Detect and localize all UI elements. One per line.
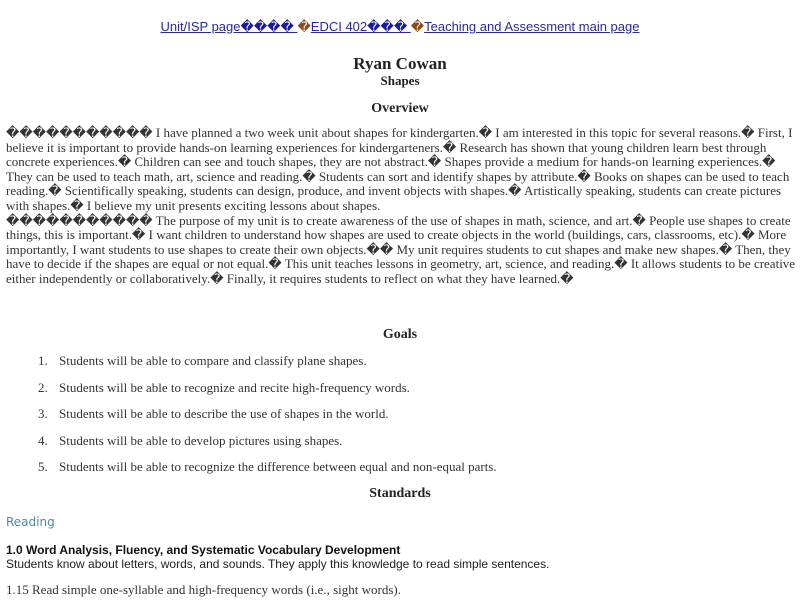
encoding-glyphs: ���: [367, 19, 411, 34]
overview-paragraph: ����������� I have planned a two week unit about shapes for kindergarten.� I am interested in this topic for several reasons.� First, I believe it is important to provide hands-on learning experiences for kindergarteners.� Research has shown that young children learn best through concrete experiences.� Children can see and touch shapes, they are not abstract.� Shapes provide a medium for hands-on learning experiences.� They can be used to teach math, art, science and reading.� Students can sort and identify shapes by attribute.� Books on shapes can be used to teach reading.� Scientifically speaking, students can design, produce, and invent objects with shapes.� Artistically speaking, students can create pictures with shapes.� I believe my unit presents exciting lessons about shapes.: [6, 125, 793, 213]
overview-text: [6, 126, 796, 287]
edci-402-link[interactable]: [311, 19, 411, 34]
separator: �: [297, 19, 311, 34]
teaching-assessment-link[interactable]: Teaching and Assessment main page: [424, 19, 640, 34]
overview-heading: Overview: [371, 101, 429, 116]
goal-item: 1. Students will be able to compare and classify plane shapes.: [51, 353, 497, 380]
goals-heading: Goals: [382, 327, 418, 342]
goals-list: [0, 353, 497, 486]
link-text: EDCI 402: [310, 19, 368, 34]
goal-item: 2. Students will be able to recognize and recite high-frequency words.: [51, 380, 497, 407]
standards-heading: Standards: [369, 486, 431, 501]
standard-section-description: Students know about letters, words, and sounds. They apply this knowledge to read simple sentences.: [6, 557, 550, 571]
goal-item: 3. Students will be able to describe the use of shapes in the world.: [51, 406, 497, 433]
goal-item: 5. Students will be able to recognize the difference between equal and non-equal parts.: [51, 459, 497, 486]
link-text: Unit/ISP page: [160, 19, 241, 34]
author-name: Ryan Cowan: [353, 54, 447, 73]
unit-isp-page-link[interactable]: [161, 19, 298, 34]
top-navigation: [0, 19, 800, 35]
separator: �: [410, 19, 425, 34]
encoding-glyphs: ����: [240, 19, 298, 34]
unit-title: Shapes: [380, 73, 420, 88]
overview-paragraph: ����������� The purpose of my unit is to create awareness of the use of shapes in math, science, and art.� People use shapes to create things, this is important.� I want children to understand how shapes are used to create objects in the world (buildings, cars, classrooms, etc).� More importantly, I want students to use shapes to create their own objects.�� My unit requires students to cut shapes and make new shapes.� Then, they have to decide if the shapes are equal or not equal.� This unit teaches lessons in geometry, art, science, and reading.� It allows students to be creative either independently or collaboratively.� Finally, it requires students to reflect on what they have learned.�: [6, 212, 796, 286]
subject-heading: Reading: [6, 515, 55, 529]
goal-item: 4. Students will be able to develop pictures using shapes.: [51, 433, 497, 460]
standard-section-title: 1.0 Word Analysis, Fluency, and Systematic Vocabulary Development: [6, 543, 401, 557]
standard-item: 1.15 Read simple one-syllable and high-frequency words (i.e., sight words).: [6, 582, 401, 597]
